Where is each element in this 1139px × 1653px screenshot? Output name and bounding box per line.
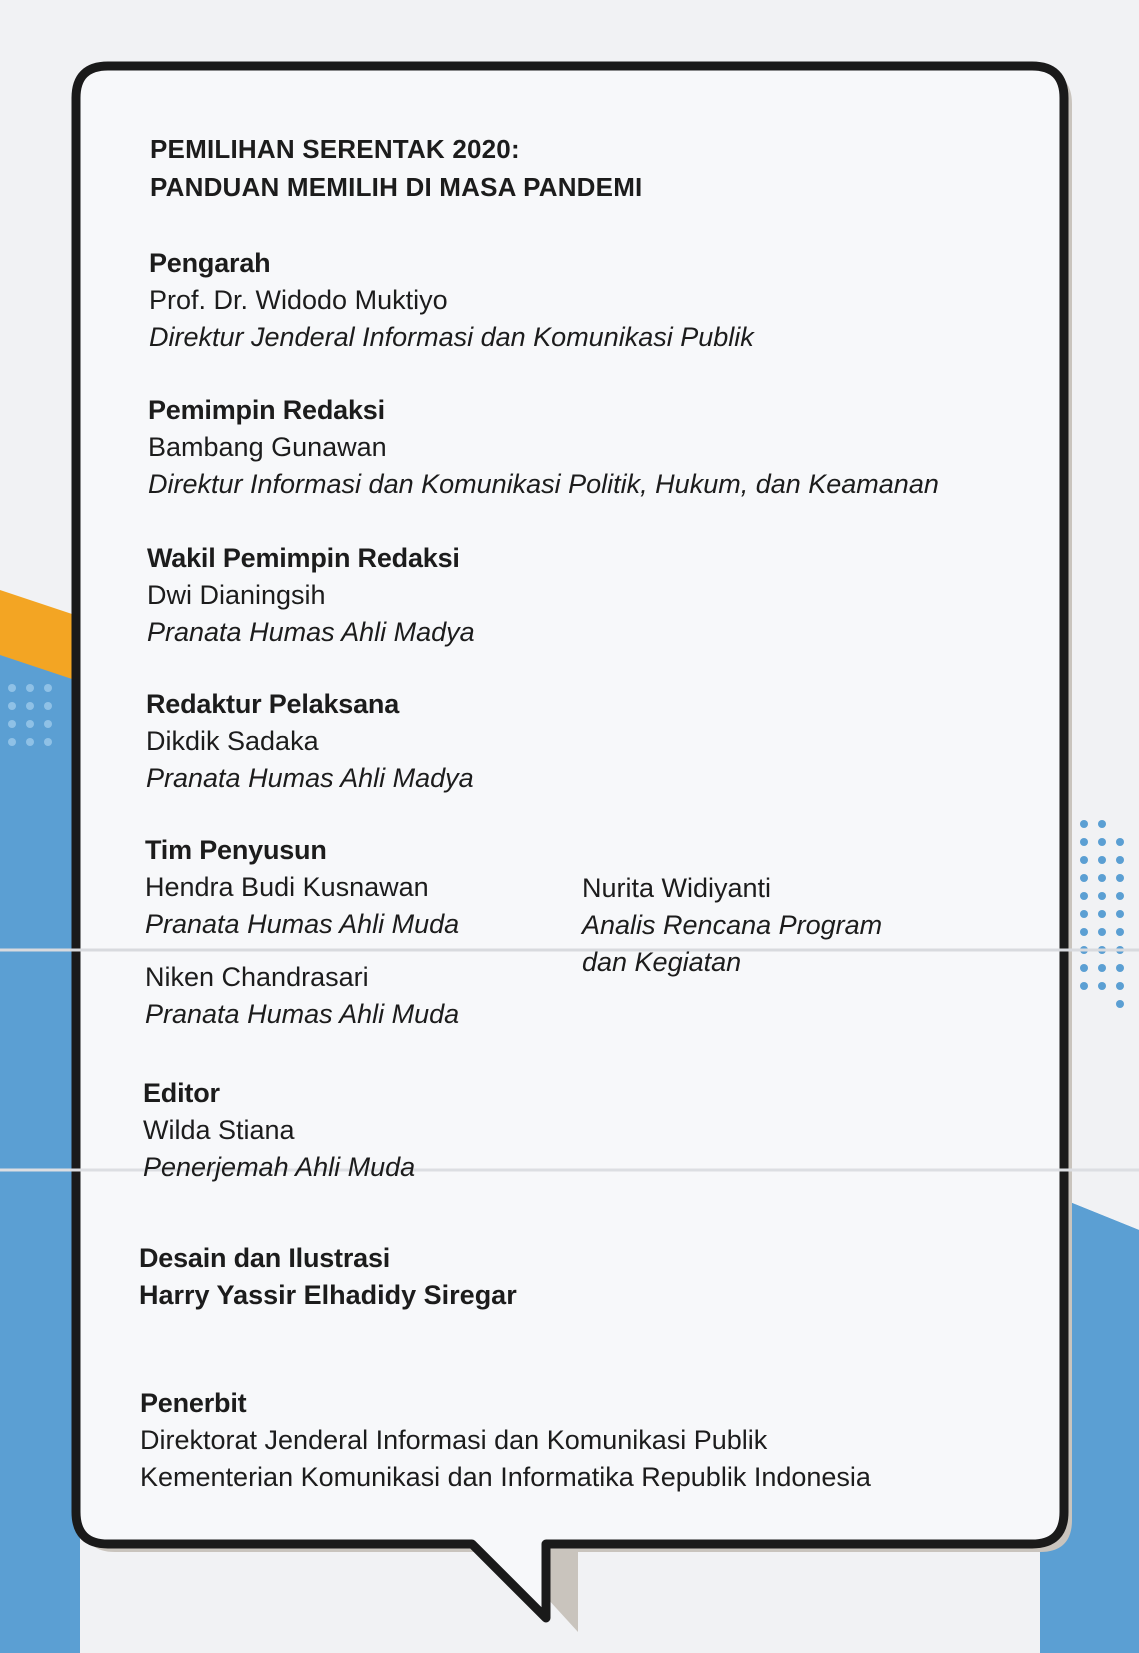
- person-name: Niken Chandrasari: [145, 962, 369, 992]
- person-role: Pranata Humas Ahli Madya: [146, 763, 474, 793]
- section-heading: Editor: [143, 1078, 220, 1108]
- person-name: Harry Yassir Elhadidy Siregar: [139, 1280, 517, 1310]
- title-line-1: PEMILIHAN SERENTAK 2020:: [150, 134, 520, 164]
- person-role: Pranata Humas Ahli Muda: [145, 909, 460, 939]
- person-name: Dwi Dianingsih: [147, 580, 326, 610]
- person-name: Hendra Budi Kusnawan: [145, 872, 429, 902]
- section-heading: Pengarah: [149, 248, 271, 278]
- section-heading: Redaktur Pelaksana: [146, 689, 400, 719]
- section-desain-ilustrasi: [139, 1240, 517, 1314]
- section-heading: Tim Penyusun: [145, 835, 327, 865]
- person-name: Wilda Stiana: [143, 1115, 295, 1145]
- person-role: Direktur Informasi dan Komunikasi Politik, Hukum, dan Keamanan: [148, 469, 939, 499]
- document-title: [150, 130, 642, 206]
- publisher-line: Kementerian Komunikasi dan Informatika Republik Indonesia: [140, 1462, 871, 1492]
- section-heading: Wakil Pemimpin Redaksi: [147, 543, 460, 573]
- person-name: Bambang Gunawan: [148, 432, 387, 462]
- section-penerbit: [140, 1385, 871, 1496]
- section-wakil-pemimpin-redaksi: [147, 540, 475, 651]
- person-name: Dikdik Sadaka: [146, 726, 319, 756]
- title-line-2: PANDUAN MEMILIH DI MASA PANDEMI: [150, 172, 643, 202]
- person-role: Analis Rencana Program: [582, 910, 883, 940]
- publisher-line: Direktorat Jenderal Informasi dan Komunikasi Publik: [140, 1425, 768, 1455]
- person-role: Pranata Humas Ahli Madya: [147, 617, 475, 647]
- section-heading: Penerbit: [140, 1388, 247, 1418]
- section-heading: Pemimpin Redaksi: [148, 395, 385, 425]
- person-role: Direktur Jenderal Informasi dan Komunikasi Publik: [149, 322, 754, 352]
- person-role: Pranata Humas Ahli Muda: [145, 999, 460, 1029]
- section-pengarah: [149, 245, 754, 356]
- section-editor: [143, 1075, 415, 1186]
- person-name: Prof. Dr. Widodo Muktiyo: [149, 285, 448, 315]
- person-role: dan Kegiatan: [582, 947, 742, 977]
- person-role: Penerjemah Ahli Muda: [143, 1152, 416, 1182]
- section-pemimpin-redaksi: [148, 392, 939, 503]
- section-tim-penyusun: [145, 832, 459, 1033]
- section-heading: Desain dan Ilustrasi: [139, 1243, 391, 1273]
- tim-penyusun-member-3: [582, 870, 882, 981]
- section-redaktur-pelaksana: [146, 686, 474, 797]
- person-name: Nurita Widiyanti: [582, 873, 772, 903]
